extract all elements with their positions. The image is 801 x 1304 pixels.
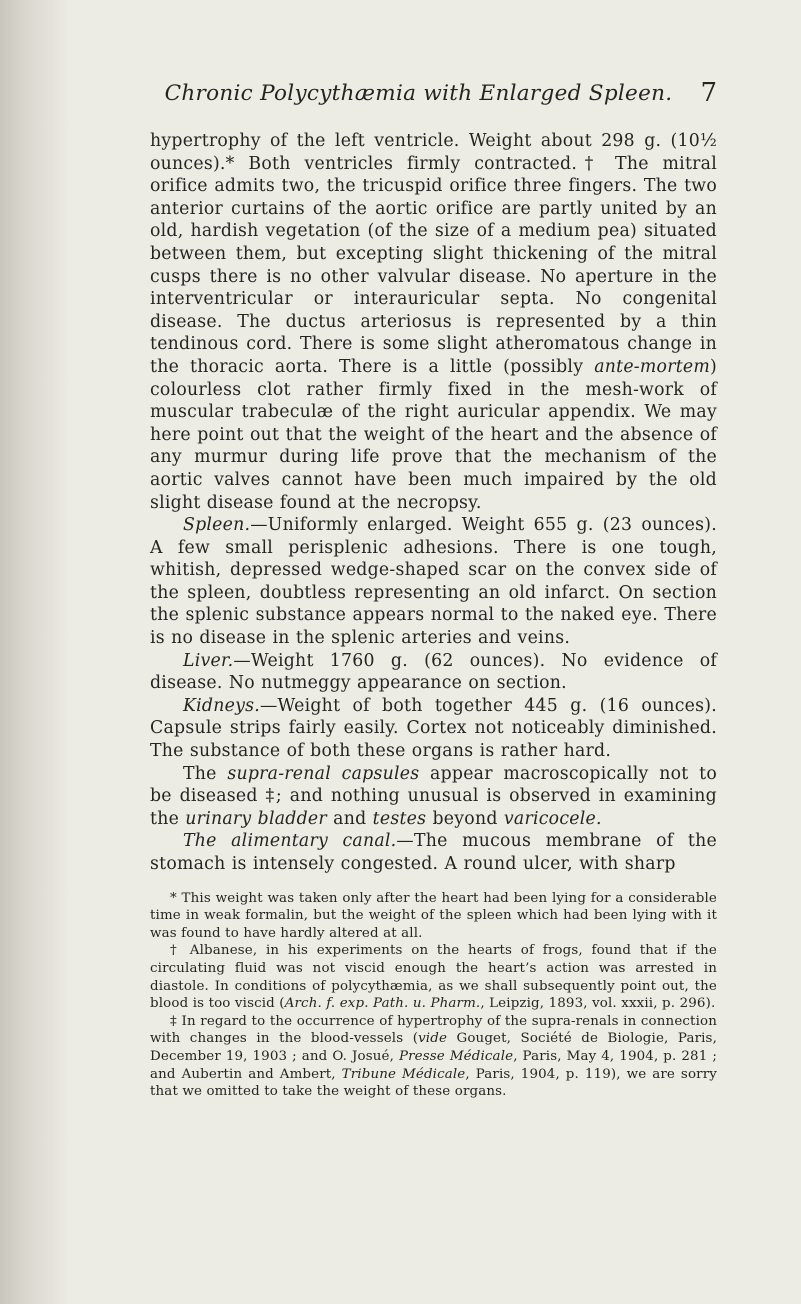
paragraph-supra-renal: The supra-renal capsules appear macroscopically not to be diseased ‡; and nothing unusual is observed in examining the urinary bladder and testes beyond varicocele. [150,763,717,829]
paragraph-heart: hypertrophy of the left ventricle. Weight about 298 g. (10½ ounces).* Both ventricles firmly contracted.† The mitral orifice admits two, the tricuspid orifice three fingers. The two anterior curtains of the aortic orifice are partly united by an old, hardish vegetation (of the size of a medium pea) situated between them, but excepting slight thickening of the mitral cusps there is no other valvular disease. No aperture in the interventricular or interauricular septa. No congenital disease. The ductus arteriosus is represented by a thin tendinous cord. There is some slight atheromatous change in the thoracic aorta. There is a little (possibly ante-mortem) colourless clot rather firmly fixed in the mesh-work of muscular trabeculæ of the right auricular appendix. We may here point out that the weight of the heart and the absence of any murmur during life prove that the mechanism of the aortic valves cannot have been much impaired by the old slight disease found at the necropsy. [150,131,718,513]
book-page [150,78,717,1101]
paragraph-kidneys: Kidneys.—Weight of both together 445 g. (16 ounces). Capsule strips fairly easily. Cortex not noticeably diminished. The substance of both these organs is rather hard. [150,695,717,762]
page-number: 7 [700,78,717,108]
footnotes [150,890,717,1101]
footnote-dagger: † Albanese, in his experiments on the hearts of frogs, found that if the circulating fluid was not viscid enough the heart’s action was arrested in diastole. In conditions of polycythæmia, as we shall subsequently point out, the blood is too viscid (Arch. f. exp. Path. u. Pharm., Leipzig, 1893, vol. xxxii, p. 296). [150,943,717,1012]
footnote-asterisk: * This weight was taken only after the heart had been lying for a considerable time in weak formalin, but the weight of the spleen which had been lying with it was found to have hardly altered at all. [150,890,717,941]
paragraph-spleen: Spleen.—Uniformly enlarged. Weight 655 g. (23 ounces). A few small perisplenic adhesions. There is one tough, whitish, depressed wedge-shaped scar on the convex side of the spleen, doubtless representing an old infarct. On section the splenic substance appears normal to the naked eye. There is no disease in the splenic arteries and veins. [150,515,717,649]
section-label-liver: Liver. [183,650,234,671]
section-label-kidneys: Kidneys. [183,695,260,716]
footnote-double-dagger: ‡ In regard to the occurrence of hypertrophy of the supra-renals in connection with changes in the blood-vessels (vide Gouget, Société de Biologie, Paris, December 19, 1903 ; and O. Josué, Presse Médicale, Paris, May 4, 1904, p. 281 ; and Aubertin and Ambert, Tribune Médicale, Paris, 1904, p. 119), we are sorry that we omitted to take the weight of these organs. [150,1013,717,1100]
body-text [150,130,717,876]
running-title: Chronic Polycythæmia with Enlarged Spleen. [164,81,673,106]
page-binding-shadow [0,0,70,1304]
running-head [150,78,717,118]
paragraph-liver: Liver.—Weight 1760 g. (62 ounces). No evidence of disease. No nutmeggy appearance on section. [150,650,717,694]
paragraph-alimentary: The alimentary canal.—The mucous membrane of the stomach is intensely congested. A round ulcer, with sharp [150,831,717,874]
section-label-spleen: Spleen. [183,515,251,536]
section-label-alimentary: The alimentary canal. [183,831,397,852]
